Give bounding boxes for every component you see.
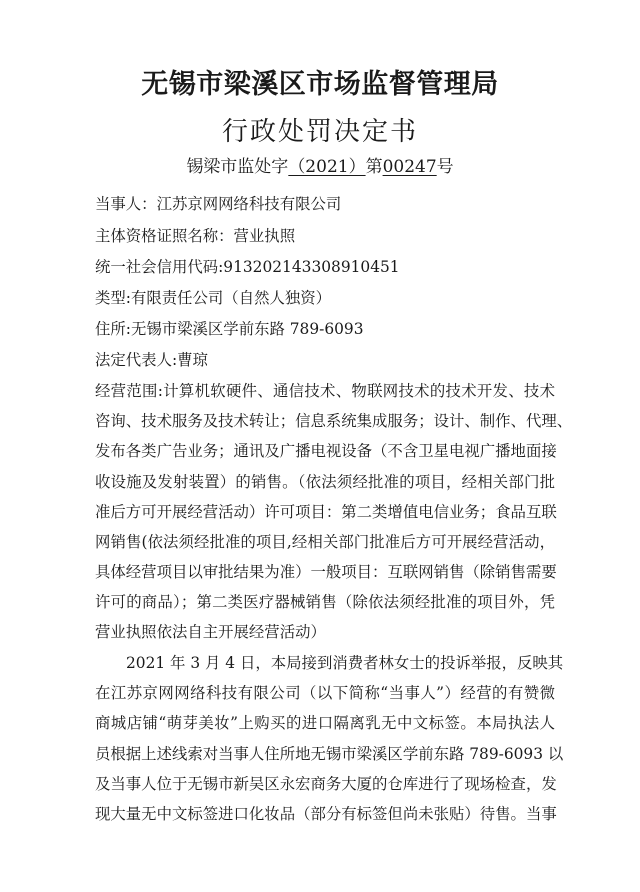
business-scope-line: 经营范围:计算机软硬件、通信技术、物联网技术的技术开发、技术: [95, 382, 555, 400]
body-paragraph-line: 及当事人位于无锡市新吴区永宏商务大厦的仓库进行了现场检查，发: [95, 775, 557, 793]
field-credit-code: 统一社会信用代码:913202143308910451: [95, 258, 400, 276]
docno-mid: 第: [365, 157, 383, 177]
document-number: [0, 155, 640, 179]
docno-suffix: 号: [436, 157, 454, 177]
body-paragraph-line: 在江苏京网网络科技有限公司（以下简称“当事人”）经营的有赞微: [95, 684, 555, 702]
docno-number: 00247: [382, 157, 437, 177]
field-license-name: 主体资格证照名称：营业执照: [95, 227, 296, 245]
docno-year: （2021）: [288, 157, 366, 177]
document-title: 行政处罚决定书: [221, 117, 418, 147]
body-paragraph-line: 商城店铺“萌芽美妆”上购买的进口隔离乳无中文标签。本局执法人: [95, 714, 555, 732]
business-scope-line: 许可的商品）；第二类医疗器械销售（除依法须经批准的项目外，凭: [95, 593, 555, 611]
docno-prefix: 锡梁市监处字: [186, 157, 289, 177]
field-party: 当事人：江苏京网网络科技有限公司: [95, 195, 342, 213]
body-paragraph-line: 2021 年 3 月 4 日，本局接到消费者林女士的投诉举报，反映其: [126, 654, 564, 672]
business-scope-line: 咨询、技术服务及技术转让；信息系统集成服务；设计、制作、代理、: [95, 412, 573, 430]
issuing-authority: 无锡市梁溪区市场监督管理局: [141, 69, 499, 100]
business-scope-line: 网销售(依法须经批准的项目,经相关部门批准后方可开展经营活动，: [95, 533, 555, 551]
business-scope-line: 收设施及发射装置）的销售。（依法须经批准的项目，经相关部门批: [95, 473, 555, 491]
business-scope-line: 准后方可开展经营活动）许可项目：第二类增值电信业务；食品互联: [95, 503, 557, 521]
body-paragraph-line: 员根据上述线索对当事人住所地无锡市梁溪区学前东路 789-6093 以: [95, 745, 564, 763]
body-paragraph-line: 现大量无中文标签进口化妆品（部分有标签但尚未张贴）待售。当事: [95, 805, 557, 823]
field-legal-representative: 法定代表人:曹琼: [95, 351, 208, 369]
business-scope-line: 发布各类广告业务；通讯及广播电视设备（不含卫星电视广播地面接: [95, 442, 557, 460]
business-scope-line: 营业执照依法自主开展经营活动）: [95, 623, 326, 641]
field-address: 住所:无锡市梁溪区学前东路 789-6093: [95, 320, 364, 338]
business-scope-line: 具体经营项目以审批结果为准）一般项目：互联网销售（除销售需要: [95, 563, 557, 581]
field-company-type: 类型:有限责任公司（自然人独资）: [95, 289, 332, 307]
